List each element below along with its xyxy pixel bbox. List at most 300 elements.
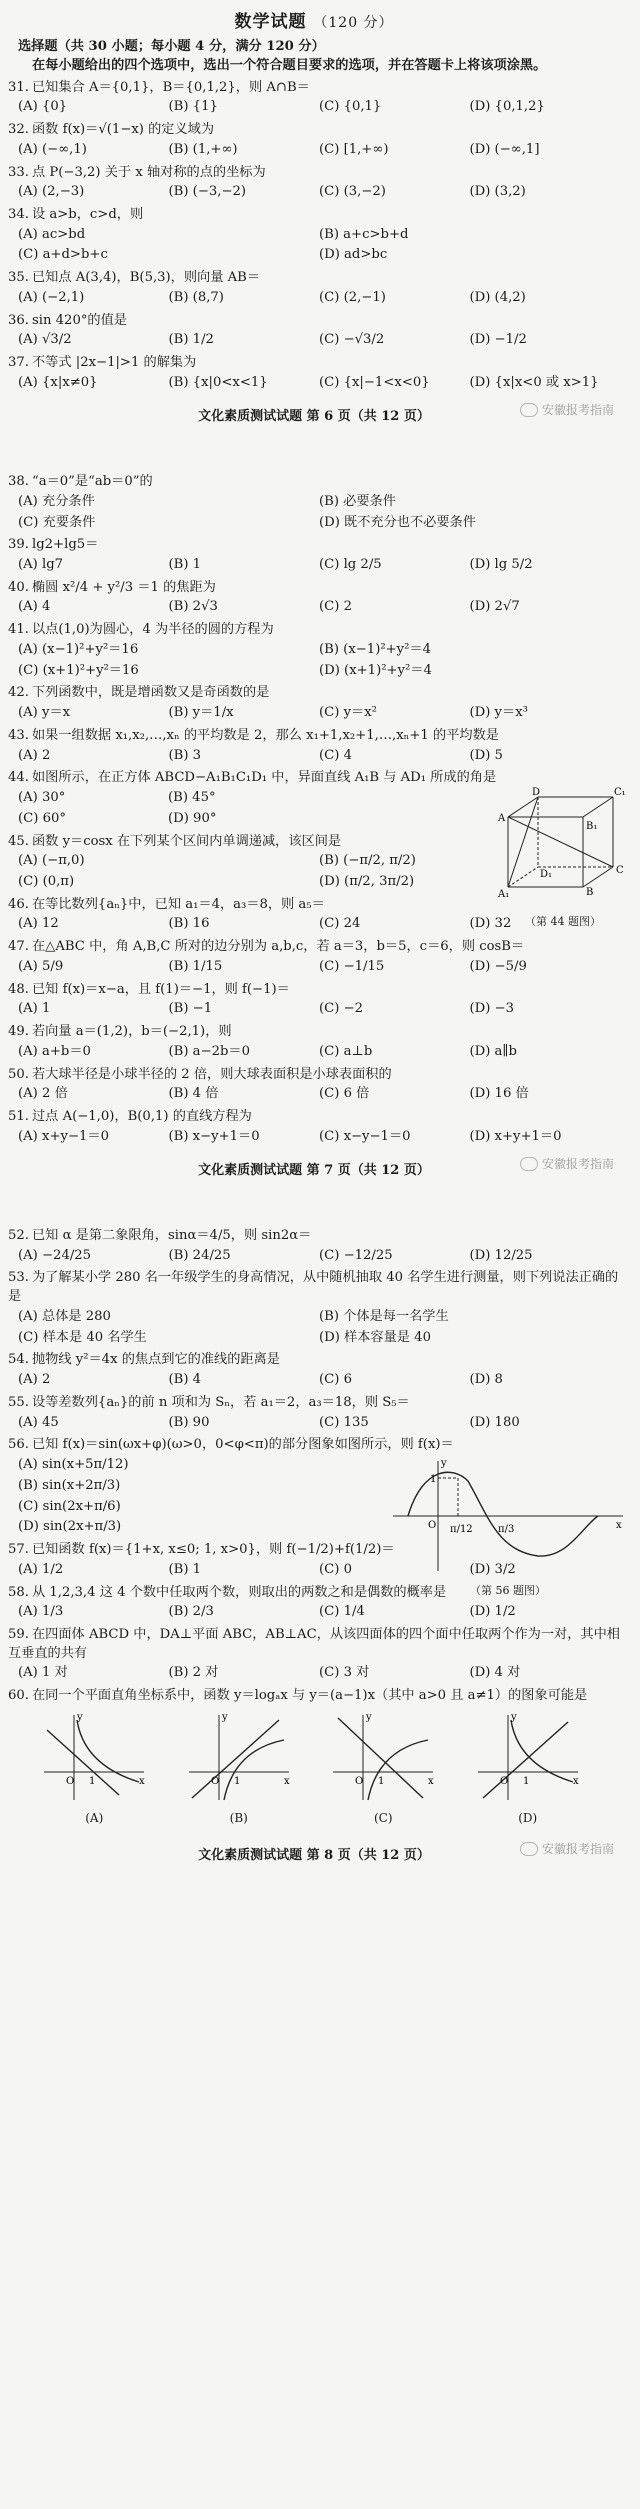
answer-option: (B) x−y+1＝0: [168, 1128, 260, 1144]
q60-graph-c: [311, 1710, 456, 1827]
question-number: 31.: [8, 79, 29, 95]
answer-option: (C) 0: [319, 1561, 352, 1577]
answer-option: (D) −5/9: [469, 958, 527, 974]
question-stem: [8, 1351, 620, 1370]
answer-option: (B) 45°: [168, 790, 216, 806]
svg-text:O: O: [499, 1775, 508, 1787]
answer-option: (D) {x|x<0 或 x>1}: [469, 374, 599, 390]
question-51: [8, 1108, 620, 1147]
answer-options: [18, 182, 620, 203]
question-stem: [8, 206, 620, 225]
page-footer-7: [8, 1156, 620, 1180]
question-text: 函数 y＝cosx 在下列某个区间内单调递减，该区间是: [32, 833, 342, 849]
answer-option: (C) [1,+∞): [319, 141, 389, 157]
answer-options: [18, 555, 620, 576]
question-text: 已知 f(x)＝x−a，且 f(1)＝−1，则 f(−1)＝: [32, 981, 290, 997]
fig56-caption: （第 56 题图）: [470, 1584, 546, 1598]
answer-option: (B) 90: [168, 1414, 210, 1430]
answer-option: (D) sin(2x+π/3): [18, 1519, 122, 1535]
question-number: 42.: [8, 685, 29, 701]
question-stem: [8, 121, 620, 140]
answer-options: [18, 288, 620, 309]
graph-b-svg: [184, 1710, 294, 1805]
question-text: 为了解某小学 280 名一年级学生的身高情况，从中随机抽取 40 名学生进行测量，则下列说法正确的是: [8, 1270, 619, 1305]
answer-option: (A) 2: [18, 747, 51, 763]
wechat-icon: [520, 1842, 538, 1856]
answer-option: (C) −12/25: [319, 1247, 393, 1263]
page-footer-8: [8, 1841, 620, 1865]
question-stem: [8, 621, 620, 640]
answer-option: (D) (4,2): [469, 289, 526, 305]
svg-text:O: O: [210, 1775, 219, 1787]
question-60: [8, 1687, 620, 1706]
answer-option: (A) 总体是 280: [18, 1308, 111, 1324]
answer-option: (A) {0}: [18, 99, 68, 115]
svg-text:y: y: [77, 1711, 83, 1723]
question-text: sin 420°的值是: [32, 312, 127, 328]
sine-figure: [388, 1456, 628, 1598]
question-text: 设 a>b，c>d，则: [32, 207, 144, 222]
question-text: 如果一组数据 x₁,x₂,…,xₙ 的平均数是 2，那么 x₁+1,x₂+1,…,xₙ+1 的平均数是: [32, 727, 499, 743]
question-number: 58.: [8, 1584, 29, 1600]
cube-label: A: [498, 813, 506, 825]
answer-option: (B) 2√3: [168, 599, 218, 615]
answer-option: (D) lg 5/2: [469, 557, 533, 572]
answer-option: (A) 1 对: [18, 1665, 68, 1681]
cube-figure: [498, 787, 628, 929]
answer-option: (C) y＝x²: [319, 705, 377, 721]
answer-option: (D) a∥b: [469, 1043, 517, 1059]
cube-label: D: [532, 787, 541, 799]
watermark: [520, 402, 614, 419]
answer-option: (B) 1/15: [168, 958, 223, 974]
answer-options: [18, 703, 620, 724]
cube-label: B₁: [586, 821, 598, 833]
question-text: 抛物线 y²＝4x 的焦点到它的准线的距离是: [32, 1352, 280, 1368]
answer-option: (B) 4 倍: [168, 1086, 219, 1102]
question-stem: [8, 727, 620, 746]
question-text: 函数 f(x)＝√(1−x) 的定义域为: [32, 122, 215, 138]
answer-option: (B) 必要条件: [319, 493, 396, 509]
question-stem: [8, 312, 620, 331]
question-32: [8, 121, 620, 160]
answer-option: (D) 2√7: [469, 599, 520, 615]
question-number: 41.: [8, 622, 29, 638]
answer-option: (B) 1/2: [168, 332, 214, 348]
answer-option: (B) 1: [168, 1561, 202, 1577]
question-31: [8, 79, 620, 118]
svg-text:1: 1: [89, 1775, 96, 1787]
question-number: 37.: [8, 355, 29, 371]
answer-option: (C) −√3/2: [319, 332, 385, 348]
question-55: [8, 1394, 620, 1433]
question-number: 54.: [8, 1352, 29, 1368]
answer-option: (C) 6 倍: [319, 1086, 370, 1102]
answer-option: (C) a⊥b: [319, 1043, 373, 1059]
question-number: 39.: [8, 537, 29, 553]
question-block-1: [8, 79, 620, 394]
question-text: 若大球半径是小球半径的 2 倍，则大球表面积是小球表面积的: [32, 1066, 392, 1082]
watermark: [520, 1841, 614, 1858]
answer-option: (A) 12: [18, 916, 59, 932]
answer-options: [18, 597, 620, 618]
footer-text: 文化素质测试试题 第 7 页（共 12 页）: [198, 1162, 430, 1178]
answer-option: (C) 135: [319, 1414, 369, 1430]
question-stem: [8, 354, 620, 373]
question-stem: [8, 164, 620, 183]
footer-text: 文化素质测试试题 第 6 页（共 12 页）: [198, 408, 430, 424]
question-number: 46.: [8, 896, 29, 912]
answer-option: (C) x−y−1＝0: [319, 1128, 411, 1144]
svg-text:x: x: [139, 1775, 145, 1787]
answer-option: (B) {x|0<x<1}: [168, 374, 268, 390]
answer-option: (D) 32: [469, 916, 512, 932]
answer-option: (A) 1: [18, 1001, 51, 1017]
answer-option: (B) 16: [168, 916, 210, 932]
question-34: [8, 206, 620, 266]
answer-option: (D) x+y+1＝0: [469, 1128, 562, 1144]
answer-options: [18, 1370, 620, 1391]
answer-option: (B) (−3,−2): [168, 184, 247, 200]
question-36: [8, 312, 620, 351]
answer-options: [18, 1602, 620, 1623]
question-35: [8, 269, 620, 308]
answer-option: (A) {x|x≠0}: [18, 374, 98, 390]
q60-label-c: (C): [373, 1810, 393, 1825]
answer-options: [18, 746, 620, 767]
answer-option: (A) (−∞,1): [18, 141, 87, 157]
question-text: 已知 α 是第二象限角，sinα＝4/5，则 sin2α＝: [32, 1228, 312, 1244]
question-50: [8, 1066, 620, 1105]
page-title: [8, 10, 620, 34]
cube-svg: [498, 787, 628, 907]
watermark-text: 安徽报考指南: [541, 402, 614, 417]
question-text: 已知点 A(3,4)，B(5,3)，则向量 AB＝: [32, 270, 261, 286]
answer-option: (B) (1,+∞): [168, 141, 238, 157]
question-stem: [8, 1626, 620, 1663]
answer-option: (D) 1/2: [469, 1604, 516, 1620]
question-stem: [8, 579, 620, 598]
page-footer-6: [8, 402, 620, 426]
instructions: 在每小题给出的四个选项中，选出一个符合题目要求的选项，并在答题卡上将该项涂黑。: [32, 57, 547, 73]
question-text: 以点(1,0)为圆心，4 为半径的圆的方程为: [32, 622, 274, 638]
question-stem: [8, 536, 620, 555]
answer-option: (C) (0,π): [18, 874, 75, 890]
svg-text:1: 1: [378, 1775, 385, 1787]
answer-option: (A) 4: [18, 599, 51, 615]
question-37: [8, 354, 620, 393]
cube-label: D₁: [540, 869, 553, 881]
answer-option: (C) a+d>b+c: [18, 247, 108, 263]
answer-option: (D) 3/2: [469, 1561, 516, 1577]
svg-text:O: O: [66, 1775, 75, 1787]
answer-option: (D) (π/2, 3π/2): [319, 874, 415, 890]
graph-d-svg: [473, 1710, 583, 1805]
question-stem: [8, 1687, 620, 1706]
question-number: 55.: [8, 1394, 29, 1410]
question-stem: [8, 473, 620, 492]
question-text: 不等式 |2x−1|>1 的解集为: [32, 355, 197, 371]
answer-option: (A) sin(x+5π/12): [18, 1457, 129, 1473]
q60-label-a: (A): [85, 1810, 104, 1825]
question-number: 56.: [8, 1437, 29, 1453]
question-text: 在四面体 ABCD 中，DA⊥平面 ABC，AB⊥AC，从该四面体的四个面中任取两个作为一对，其中相互垂直的共有: [8, 1626, 620, 1661]
answer-option: (A) 1/3: [18, 1604, 64, 1620]
answer-option: (A) 1/2: [18, 1561, 64, 1577]
answer-option: (D) 既不充分也不必要条件: [319, 514, 476, 530]
question-52: [8, 1227, 620, 1266]
question-53: [8, 1269, 620, 1348]
answer-option: (C) 充要条件: [18, 514, 96, 530]
answer-options: [18, 97, 620, 118]
svg-text:x: x: [283, 1775, 290, 1787]
answer-option: (C) (2,−1): [319, 289, 386, 305]
wechat-icon: [520, 403, 538, 417]
footer-text: 文化素质测试试题 第 8 页（共 12 页）: [198, 1847, 430, 1863]
answer-option: (A) √3/2: [18, 332, 72, 348]
answer-option: (C) 样本是 40 名学生: [18, 1329, 147, 1345]
question-number: 35.: [8, 270, 29, 286]
question-text: 在△ABC 中，角 A,B,C 所对的边分别为 a,b,c，若 a＝3，b＝5，c＝6，则 cosB＝: [32, 939, 525, 955]
question-stem: [8, 981, 620, 1000]
answer-option: (D) 16 倍: [469, 1086, 529, 1102]
question-42: [8, 684, 620, 723]
answer-option: (D) 8: [469, 1372, 503, 1388]
section-header: 选择题（共 30 小题；每小题 4 分，满分 120 分）: [18, 39, 325, 55]
sine-label: π/3: [498, 1524, 515, 1536]
question-number: 52.: [8, 1228, 29, 1244]
question-text: 已知集合 A＝{0,1}，B＝{0,1,2}，则 A∩B＝: [32, 79, 310, 95]
question-number: 51.: [8, 1109, 29, 1125]
question-40: [8, 579, 620, 618]
answer-option: (C) 24: [319, 916, 361, 932]
answer-option: (C) 4: [319, 747, 352, 763]
cube-label: A₁: [498, 889, 510, 901]
answer-option: (B) {1}: [168, 99, 218, 115]
question-number: 57.: [8, 1542, 29, 1558]
svg-text:x: x: [572, 1775, 579, 1787]
answer-option: (B) −1: [168, 1001, 213, 1017]
svg-text:y: y: [221, 1711, 228, 1723]
answer-option: (A) 2 倍: [18, 1086, 68, 1102]
answer-option: (B) 个体是每一名学生: [319, 1308, 449, 1324]
question-text: 如图所示，在正方体 ABCD−A₁B₁C₁D₁ 中，异面直线 A₁B 与 AD₁ 所成的角是: [32, 770, 497, 786]
answer-option: (B) 2 对: [168, 1665, 219, 1681]
q60-label-b: (B): [229, 1810, 248, 1825]
cube-label: B: [586, 887, 594, 899]
question-33: [8, 164, 620, 203]
answer-option: (D) (x+1)²+y²＝4: [319, 662, 432, 678]
answer-options: [18, 640, 620, 681]
answer-option: (C) lg 2/5: [319, 557, 382, 572]
question-number: 60.: [8, 1688, 29, 1704]
answer-option: (A) x+y−1＝0: [18, 1128, 109, 1144]
answer-option: (B) 1: [168, 557, 202, 572]
answer-options: [18, 330, 620, 351]
answer-options: [18, 1307, 620, 1348]
answer-option: (A) (−2,1): [18, 289, 85, 305]
answer-option: (A) (2,−3): [18, 184, 85, 200]
answer-options: [18, 1246, 620, 1267]
answer-options: [18, 999, 620, 1020]
svg-text:1: 1: [522, 1775, 530, 1787]
question-text: 椭圆 x²/4 + y²/3 ＝1 的焦距为: [32, 579, 216, 595]
answer-option: (D) (−∞,1]: [469, 141, 540, 157]
question-41: [8, 621, 620, 681]
title-points: （120 分）: [313, 15, 394, 31]
sine-label: 1: [430, 1474, 437, 1486]
answer-options: [18, 225, 620, 266]
answer-options: [18, 373, 620, 394]
answer-option: (D) {0,1,2}: [469, 99, 545, 115]
answer-option: (A) (x−1)²+y²＝16: [18, 641, 139, 657]
answer-options: [18, 1413, 620, 1434]
question-text: 在等比数列{aₙ}中，已知 a₁＝4，a₃＝8，则 a₅＝: [32, 896, 325, 912]
question-text: 已知 f(x)＝sin(ωx+φ)(ω>0，0<φ<π)的部分图象如图所示，则 f(x)＝: [32, 1437, 454, 1453]
answer-option: (D) −1/2: [469, 332, 527, 348]
answer-option: (A) 充分条件: [18, 493, 95, 509]
question-49: [8, 1023, 620, 1062]
question-54: [8, 1351, 620, 1390]
sine-svg: [388, 1456, 628, 1576]
question-stem: [8, 1023, 620, 1042]
question-text: 过点 A(−1,0)，B(0,1) 的直线方程为: [32, 1109, 252, 1125]
svg-text:y: y: [366, 1711, 372, 1723]
answer-option: (B) y＝1/x: [168, 705, 234, 721]
answer-options: [18, 1127, 620, 1148]
answer-option: (B) 4: [168, 1372, 202, 1388]
question-text: 在同一个平面直角坐标系中，函数 y＝logₐx 与 y＝(a−1)x（其中 a>0 且 a≠1）的图象可能是: [32, 1688, 588, 1704]
answer-option: (C) (x+1)²+y²＝16: [18, 662, 139, 678]
question-number: 44.: [8, 770, 29, 786]
answer-option: (C) 1/4: [319, 1604, 365, 1620]
answer-option: (C) −2: [319, 1001, 364, 1017]
q60-label-d: (D): [518, 1810, 538, 1825]
question-number: 43.: [8, 727, 29, 743]
answer-option: (B) 2/3: [168, 1604, 214, 1620]
answer-option: (B) (x−1)²+y²＝4: [319, 641, 431, 657]
answer-option: (B) sin(x+2π/3): [18, 1477, 121, 1493]
answer-options: [18, 1455, 278, 1538]
graph-c-svg: [328, 1710, 438, 1805]
question-47: [8, 938, 620, 977]
answer-option: (A) −24/25: [18, 1247, 92, 1263]
answer-option: (A) a+b＝0: [18, 1043, 91, 1059]
question-number: 34.: [8, 207, 29, 222]
answer-options: [18, 788, 318, 829]
answer-option: (C) sin(2x+π/6): [18, 1498, 121, 1514]
answer-option: (C) {x|−1<x<0}: [319, 374, 430, 390]
cube-label: C: [616, 865, 624, 877]
sine-label: y: [441, 1458, 447, 1470]
svg-text:x: x: [428, 1775, 434, 1787]
question-stem: [8, 1436, 620, 1455]
sine-label: π/12: [450, 1524, 473, 1536]
question-number: 36.: [8, 312, 29, 328]
answer-option: (C) −1/15: [319, 958, 385, 974]
q60-graph-b: [167, 1710, 312, 1827]
answer-option: (D) 180: [469, 1414, 520, 1430]
question-number: 38.: [8, 474, 29, 490]
answer-option: (D) 12/25: [469, 1247, 533, 1263]
answer-option: (C) 6: [319, 1372, 352, 1388]
question-number: 48.: [8, 981, 29, 997]
cube-label: C₁: [614, 787, 626, 799]
question-stem: [8, 1269, 620, 1306]
question-stem: [8, 1066, 620, 1085]
answer-option: (D) y＝x³: [469, 705, 528, 721]
watermark-text: 安徽报考指南: [541, 1841, 614, 1856]
graph-a-svg: [39, 1710, 149, 1805]
question-number: 33.: [8, 164, 29, 180]
answer-option: (C) {0,1}: [319, 99, 382, 115]
answer-option: (B) 24/25: [168, 1247, 231, 1263]
answer-option: (A) (−π,0): [18, 853, 85, 869]
answer-option: (A) 30°: [18, 790, 66, 806]
question-text: “a＝0”是“ab＝0”的: [32, 474, 153, 490]
answer-option: (A) 5/9: [18, 958, 64, 974]
question-38: [8, 473, 620, 533]
question-number: 50.: [8, 1066, 29, 1082]
svg-text:O: O: [355, 1775, 364, 1787]
answer-options: [18, 140, 620, 161]
question-stem: [8, 1227, 620, 1246]
answer-option: (D) −3: [469, 1001, 514, 1017]
answer-option: (C) 3 对: [319, 1665, 370, 1681]
answer-option: (C) 60°: [18, 810, 66, 826]
question-number: 47.: [8, 939, 29, 955]
answer-options: [18, 1084, 620, 1105]
answer-option: (B) a+c>b+d: [319, 226, 409, 242]
question-stem: [8, 269, 620, 288]
question-number: 59.: [8, 1626, 29, 1642]
question-text: lg2+lg5＝: [32, 537, 99, 553]
question-43: [8, 727, 620, 766]
fig44-caption: （第 44 题图）: [525, 915, 601, 929]
question-text: 下列函数中，既是增函数又是奇函数的是: [32, 685, 270, 701]
question-number: 53.: [8, 1270, 29, 1286]
answer-options: [18, 492, 620, 533]
answer-option: (D) 样本容量是 40: [319, 1329, 431, 1345]
question-number: 45.: [8, 833, 29, 849]
question-text: 已知函数 f(x)＝{1+x, x≤0; 1, x>0}，则 f(−1/2)+f(1/2)＝: [32, 1542, 395, 1558]
question-stem: [8, 938, 620, 957]
answer-option: (A) 2: [18, 1372, 51, 1388]
answer-option: (A) ac>bd: [18, 226, 86, 242]
question-stem: [8, 684, 620, 703]
title-text: 数学试题: [234, 12, 307, 32]
question-stem: [8, 1394, 620, 1413]
watermark-text: 安徽报考指南: [541, 1156, 614, 1171]
wechat-icon: [520, 1157, 538, 1171]
answer-option: (A) lg7: [18, 557, 64, 572]
svg-text:1: 1: [233, 1775, 241, 1787]
question-39: [8, 536, 620, 575]
answer-option: (B) (8,7): [168, 289, 224, 305]
answer-option: (D) (3,2): [469, 184, 526, 200]
answer-option: (D) 4 对: [469, 1665, 521, 1681]
answer-options: [18, 957, 620, 978]
answer-option: (B) (−π/2, π/2): [319, 853, 416, 869]
answer-option: (D) ad>bc: [319, 247, 388, 263]
question-59: [8, 1626, 620, 1684]
watermark: [520, 1156, 614, 1173]
q60-graph-a: [22, 1710, 167, 1827]
answer-option: (C) (3,−2): [319, 184, 386, 200]
answer-option: (D) 90°: [168, 810, 217, 826]
question-text: 点 P(−3,2) 关于 x 轴对称的点的坐标为: [32, 164, 266, 180]
answer-options: [18, 1042, 620, 1063]
